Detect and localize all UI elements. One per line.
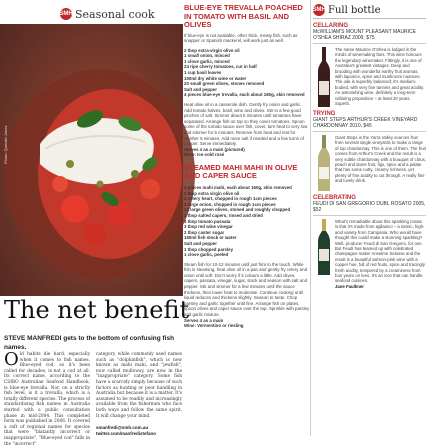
ingredient: 1 large onion, chopped in rough 1cm pieces [184,201,276,207]
wine-bottle-icon [313,219,335,289]
article-text-1: ld habits die hard, especially when it comes to fish names. Blue-eyed cod, as it's been called for decades, is not a cod at all. Its correct name, according to the CSIRO Australian Seafood Handbook, is blue-eye trevalla. Nor, on a strictly fish level, is it a trevalla, which is a totally different species. The process of standardising fish names in Australia started with a public consultation phase in mid-2004. This completed form was published in 2006. It covered a raft of regional names for species that were "blatantly incorrect or inappropriate". "Blue-eyed cod" falls in the "incorrect" [4,352,90,447]
recipe-2-title: STEAMED MAHI MAHI IN OLIVE AND CAPER SAUCE [184,162,298,181]
ingredient: 1 small onion, minced [184,53,230,59]
ingredient: 150ml fish stock or water [184,235,237,241]
ingredient: 4 pieces blue-eye trevalla, each about 160g, skin removed [184,92,305,98]
wine-review [335,219,426,289]
wine-bottle-icon [313,47,335,107]
wine-category: CELLARING [313,23,348,29]
bottle-shape [317,47,331,107]
article-column-2 [96,352,182,437]
photo-credit: Photo: Quentin Jones [3,125,8,164]
article-headline: The net benefit [4,296,190,324]
recipe-2-serves: Serves 4 as a main [184,317,224,323]
section-header [60,6,155,22]
recipe-2-wine: Wine: Vermentino or riesling [184,323,244,329]
ingredient: 1 clove garlic, peeled [184,252,229,258]
ingredient: Salt and pepper [184,86,217,92]
ingredient: 100ml dry white wine or water [184,75,247,81]
ingredient: 20 small green olives, stones removed [184,81,265,87]
ingredient: Salt and pepper [184,240,217,246]
ingredient: 24 ripe cherry tomatoes, cut in half [184,64,257,70]
ingredient: 2 tbsp salted capers, rinsed and dried [184,212,263,218]
ingredient: 3 tbsp red wine vinegar [184,224,233,230]
ingredient: 4 pieces mahi mahi, each about 160g, skin removed [184,184,292,190]
bottle-shape [317,135,331,191]
recipe-2-method: Steam fish for 10-12 minutes until just firm to the touch. While fish is steaming, heat olive oil in a pan and gently fry celery and onion until soft. Don't worry if it colours a little. Add olives, capers, passata, vinegar, sugar, stock and season with salt and pepper. Stir and simmer for a few minutes until the sauce thickens, then lower heat to moderate. Continue cooking until liquid reduces and thickens slightly. Season to taste. Chop parsley and garlic together until fine. Arrange fish on plates, spoon olives and caper sauce over the top. Sprinkle with parsley and garlic mixture. [184,261,310,318]
wine-review: Giant Steps in the Yarra Valley sources fruit from several single vineyards to make a range of top chardonnay. This is one of them. The fruit comes from Arthur's Creek and the result is a very subtle chardonnay with a bouquet of citrus, peach and stone fruit, figs, spice and a palate that has some nutty, creamy richness, yet plenty of fine acidity to cut through. A really fine and lovely drink. [335,135,427,184]
reviewer-credit: Jane Faulkner [335,283,364,289]
sidebar-header [313,4,426,19]
wine-name: FEUDI DI SAN GREGORIO DUBL ROSATO 2005, $52 [313,201,426,216]
ingredient: 1 celery heart, chopped in rough 1cm pieces [184,196,277,202]
article-text-2: category, while commonly used names such as "dolphinfish", which is now known as mahi mahi, and "jewfish", now called mulloway, are now in the "inappropriate" category. Some fish have a scarcely simply because of such factors as hunting or poor handling in Australia but because it is a matter. It's assumed to be readily and increasingly available from the fishermen who face both ways and follow the same spirit. It will change your mind. [96,352,182,419]
recipe-1-ingredients [184,48,310,98]
article-column-1 [4,349,90,447]
wine-name: McWILLIAM'S MOUNT PLEASANT MAURICE O'SHEA SHIRAZ 2009, $75 [313,29,426,44]
recipes-column [184,4,310,434]
wine-bottle-icon [313,135,335,191]
wine-item [313,111,426,191]
dish-photo [0,24,183,296]
drop-cap: O [4,349,19,370]
author-email[interactable]: smanfredi@smh.com.au [96,425,149,431]
wine-category: CELEBRATING [313,195,356,201]
recipe-1-method: Heat olive oil in a casserole dish. Gently fry onion and garlic. Add tomato halves, basil, wine and olives. Stir in a few good pinches of salt. Simmer about 5 minutes until tomatoes have separated. Arrange fish on top so they cover tomatoes. Spoon some of the tomato sauce over fish, cover, turn heat to very low and simmer for 5 minutes. Remove from heat and rest for another 5 minutes. Add more salt if needed and a few turns of pepper. Serve immediately. [184,102,308,147]
ingredient: 2 tbsp extra-virgin olive oil [184,47,240,53]
ingredient: 1 tbsp chopped parsley [184,246,234,252]
recipe-2-ingredients [184,185,310,258]
ingredient: 2 tbsp caster sugar [184,229,225,235]
recipe-1-wine: Wine: Ice-cold rosé [184,152,225,158]
ingredient: 2 tbsp extra virgin olive oil [184,190,240,196]
article-body [4,349,184,447]
bottle-shape [317,219,331,275]
column-divider [310,0,311,436]
author-twitter[interactable]: twitter.com/manfredistefano [96,431,157,437]
recipe-1-serves: Serves 4 as a main (pictured) [184,146,245,152]
wine-item [313,23,426,107]
dish-illustration [0,24,183,296]
wine-category: TRYING [313,111,336,117]
wine-sidebar [313,4,426,434]
recipe-1-title: BLUE-EYE TREVALLA POACHED IN TOMATO WITH BASIL AND OLIVES [184,3,303,29]
wine-review: The name Maurice O'Shea is lodged in the minds of winemaking fans. This wine honours the legendary winemaker. Fittingly, it is one of Australia's greatest vintages. Deep and brooding with wonderful earthy fruit aromas, with liquorice, spice and mushroom nuances. The oak is superbly balanced; it's medium-bodied, with very fine tannins and great acidity. An astonishing wine, definitely a long-term cellaring proposition – at least 20 years. Superb. [335,47,425,107]
ingredient: 12 large green olives, stoned and roughly chopped [184,207,291,213]
recipe-1-intro: If blue-eye is not available, other thick, meaty fish, such as snapper or Spanish mackerel, will work just as well. [184,32,298,44]
publication-logo: SMH [60,8,72,20]
ingredient: 4 tbsp tomato passata [184,218,231,224]
section-title: Seasonal cook [75,7,155,21]
ingredient: 1 clove garlic, minced [184,58,230,64]
wine-item [313,195,426,289]
ingredient: 1 cup basil leaves [184,70,222,76]
wine-review-text: What's remarkable about this sparkling rosato is that it's made from aglianico – a tannic, high-acid variety from Campania. Who would have thought this could make a stunning sparkling? Well, producer Feudi di San Gregorio, for one. But Feudi has teamed up with celebrated champagne maker Anselme Selosse and the result is a beautiful salmon-pink wine with a copper hue, full of red fruits, spice and tracingly fresh acidity, tempered by a creaminess from four years on lees. It's an icon that can handle seafood cuisines. [335,219,426,284]
article-standfirst: STEVE MANFREDI gets to the bottom of confusing fish names. [4,335,175,351]
wine-name: GIANT STEPS ARTHUR'S CREEK VINEYARD CHARDONNAY 2010, $45 [313,117,426,132]
sidebar-title: Full bottle [328,4,381,16]
publication-logo: SMH [313,4,325,16]
